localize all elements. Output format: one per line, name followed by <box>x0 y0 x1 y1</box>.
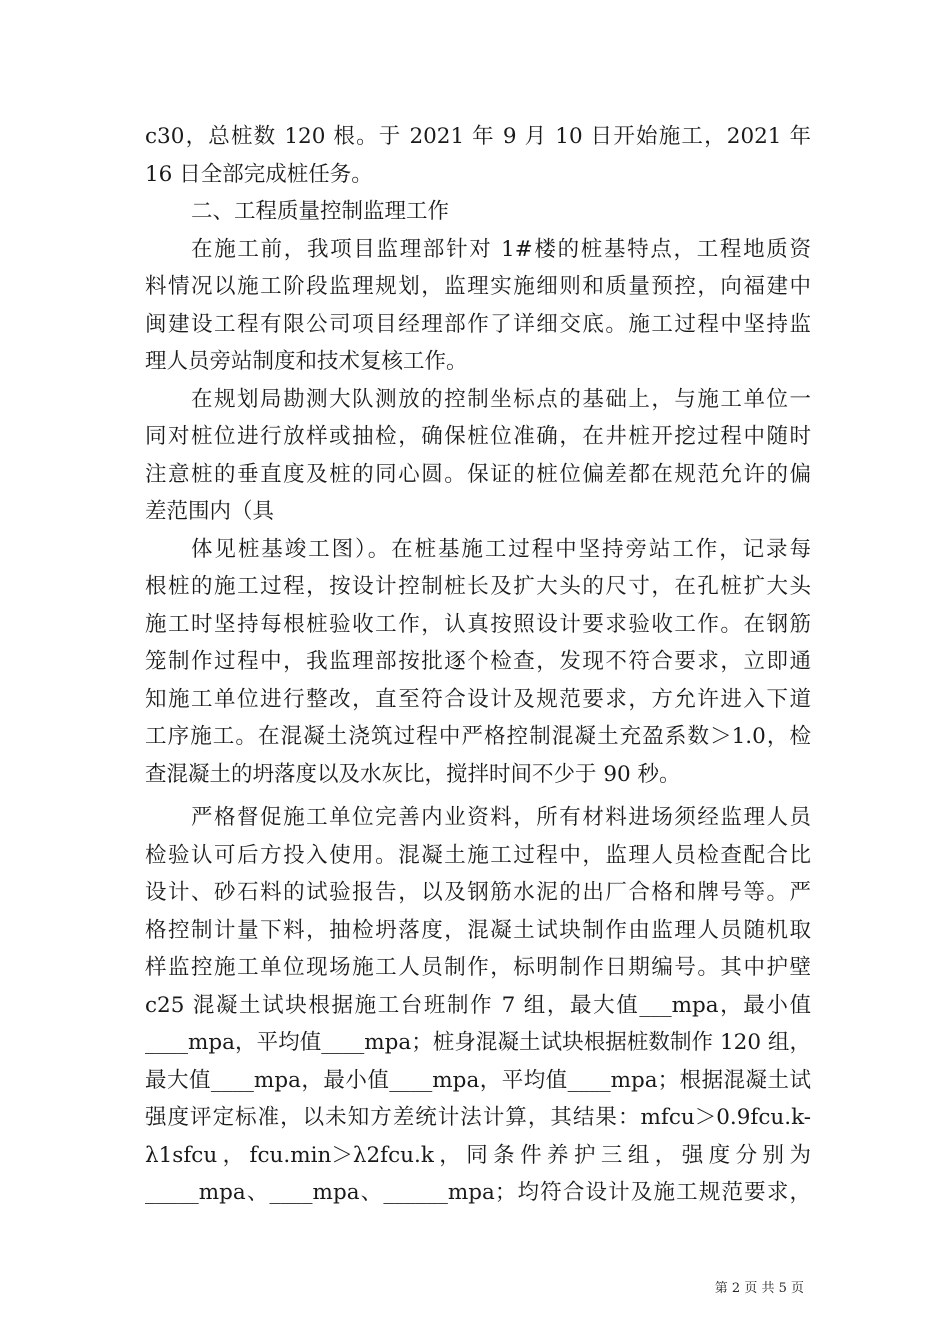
page-number-footer: 第 2 页 共 5 页 <box>714 1281 804 1296</box>
text-line: 料情况以施工阶段监理规划，监理实施细则和质量预控，向福建中 <box>145 274 811 299</box>
text-line: 注意桩的垂直度及桩的同心圆。保证的桩位偏差都在规范允许的偏 <box>145 461 811 487</box>
text-line: _____mpa、____mpa、______mpa；均符合设计及施工规范要求， <box>145 1180 811 1205</box>
text-line: 强度评定标准，以未知方差统计法计算，其结果：mfcu＞0.9fcu.k- <box>145 1105 811 1130</box>
text-line: 样监控施工单位现场施工人员制作，标明制作日期编号。其中护壁 <box>145 955 811 980</box>
text-line: ____mpa，平均值____mpa；桩身混凝土试块根据桩数制作 120 组， <box>145 1030 811 1055</box>
text-line: 知施工单位进行整改，直至符合设计及规范要求，方允许进入下道 <box>145 686 811 712</box>
text-line: 在施工前，我项目监理部针对 1#楼的桩基特点，工程地质资 <box>191 236 811 262</box>
text-line: 在规划局勘测大队测放的控制坐标点的基础上，与施工单位一 <box>191 386 811 412</box>
text-line: 体见桩基竣工图）。在桩基施工过程中坚持旁站工作，记录每 <box>191 536 811 562</box>
text-line: 设计、砂石料的试验报告，以及钢筋水泥的出厂合格和牌号等。严 <box>145 880 811 905</box>
text-line: 根桩的施工过程，按设计控制桩长及扩大头的尺寸，在孔桩扩大头 <box>145 574 811 599</box>
text-line: 理人员旁站制度和技术复核工作。 <box>145 349 468 374</box>
text-line: λ1sfcu，fcu.min＞λ2fcu.k，同条件养护三组，强度分别为 <box>145 1142 811 1168</box>
text-line: 笼制作过程中，我监理部按批逐个检查，发现不符合要求，立即通 <box>145 649 811 674</box>
text-line: 最大值____mpa，最小值____mpa，平均值____mpa；根据混凝土试 <box>145 1067 811 1093</box>
text-line: 工序施工。在混凝土浇筑过程中严格控制混凝土充盈系数＞1.0，检 <box>145 724 811 749</box>
text-line: 施工时坚持每根桩验收工作，认真按照设计要求验收工作。在钢筋 <box>145 611 811 637</box>
text-line: 查混凝土的坍落度以及水灰比，搅拌时间不少于 90 秒。 <box>145 761 681 787</box>
text-line: 差范围内（具 <box>145 499 275 524</box>
text-line: 闽建设工程有限公司项目经理部作了详细交底。施工过程中坚持监 <box>145 311 811 337</box>
text-line: 检验认可后方投入使用。混凝土施工过程中，监理人员检查配合比 <box>145 842 811 868</box>
text-line: c30，总桩数 120 根。于 2021 年 9 月 10 日开始施工，2021 年 <box>145 124 811 149</box>
text-line: 16 日全部完成桩任务。 <box>145 161 373 187</box>
text-line: c25 混凝土试块根据施工台班制作 7 组，最大值___mpa，最小值 <box>145 992 811 1018</box>
text-line: 格控制计量下料，抽检坍落度，混凝土试块制作由监理人员随机取 <box>145 917 811 943</box>
text-line: 严格督促施工单位完善内业资料，所有材料进场须经监理人员 <box>191 805 811 830</box>
section-heading: 二、工程质量控制监理工作 <box>191 199 450 224</box>
text-line: 同对桩位进行放样或抽检，确保桩位准确，在井桩开挖过程中随时 <box>145 424 811 449</box>
document-body <box>145 118 811 1212</box>
